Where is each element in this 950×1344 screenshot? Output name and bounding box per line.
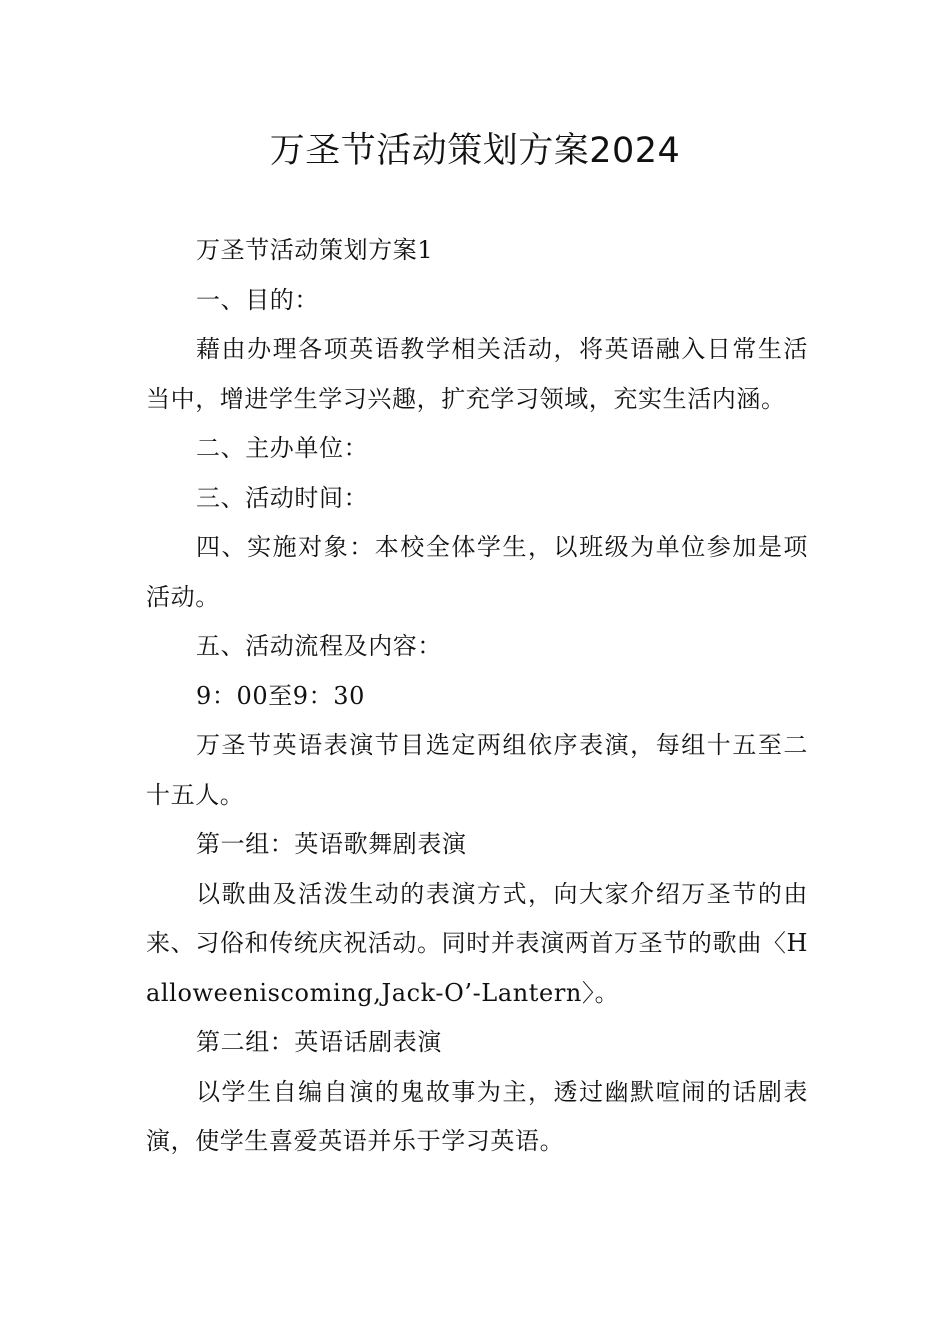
paragraph-group-two-text: 以学生自编自演的鬼故事为主，透过幽默喧闹的话剧表演，使学生喜爱英语并乐于学习英语。 — [146, 1077, 808, 1155]
paragraph-purpose-text: 藉由办理各项英语教学相关活动，将英语融入日常生活当中，增进学生学习兴趣，扩充学习领域，充实生活内涵。 — [146, 335, 808, 413]
paragraph-time-slot: 9：00至9：30 — [196, 681, 366, 710]
paragraph-plan-heading: 万圣节活动策划方案1 — [196, 236, 434, 264]
paragraph-target-audience: 四、实施对象：本校全体学生，以班级为单位参加是项活动。 — [146, 533, 808, 611]
document-title: 万圣节活动策划方案2024 — [269, 131, 681, 171]
paragraph-organizer: 二、主办单位： — [196, 434, 369, 462]
paragraph-purpose-heading: 一、目的： — [196, 285, 319, 314]
paragraph-performance-intro: 万圣节英语表演节目选定两组依序表演，每组十五至二十五人。 — [146, 731, 808, 809]
document-body — [146, 226, 808, 1167]
paragraph-group-one-text: 以歌曲及活泼生动的表演方式，向大家介绍万圣节的由来、习俗和传统庆祝活动。同时并表演两首万圣节的歌曲〈Halloweeniscoming,Jack-O’-Lantern〉。 — [146, 879, 808, 1007]
paragraph-process-heading: 五、活动流程及内容： — [196, 632, 442, 660]
paragraph-activity-time: 三、活动时间： — [196, 483, 369, 512]
paragraph-group-two-heading: 第二组：英语话剧表演 — [196, 1028, 442, 1056]
paragraph-group-one-heading: 第一组：英语歌舞剧表演 — [196, 830, 467, 858]
